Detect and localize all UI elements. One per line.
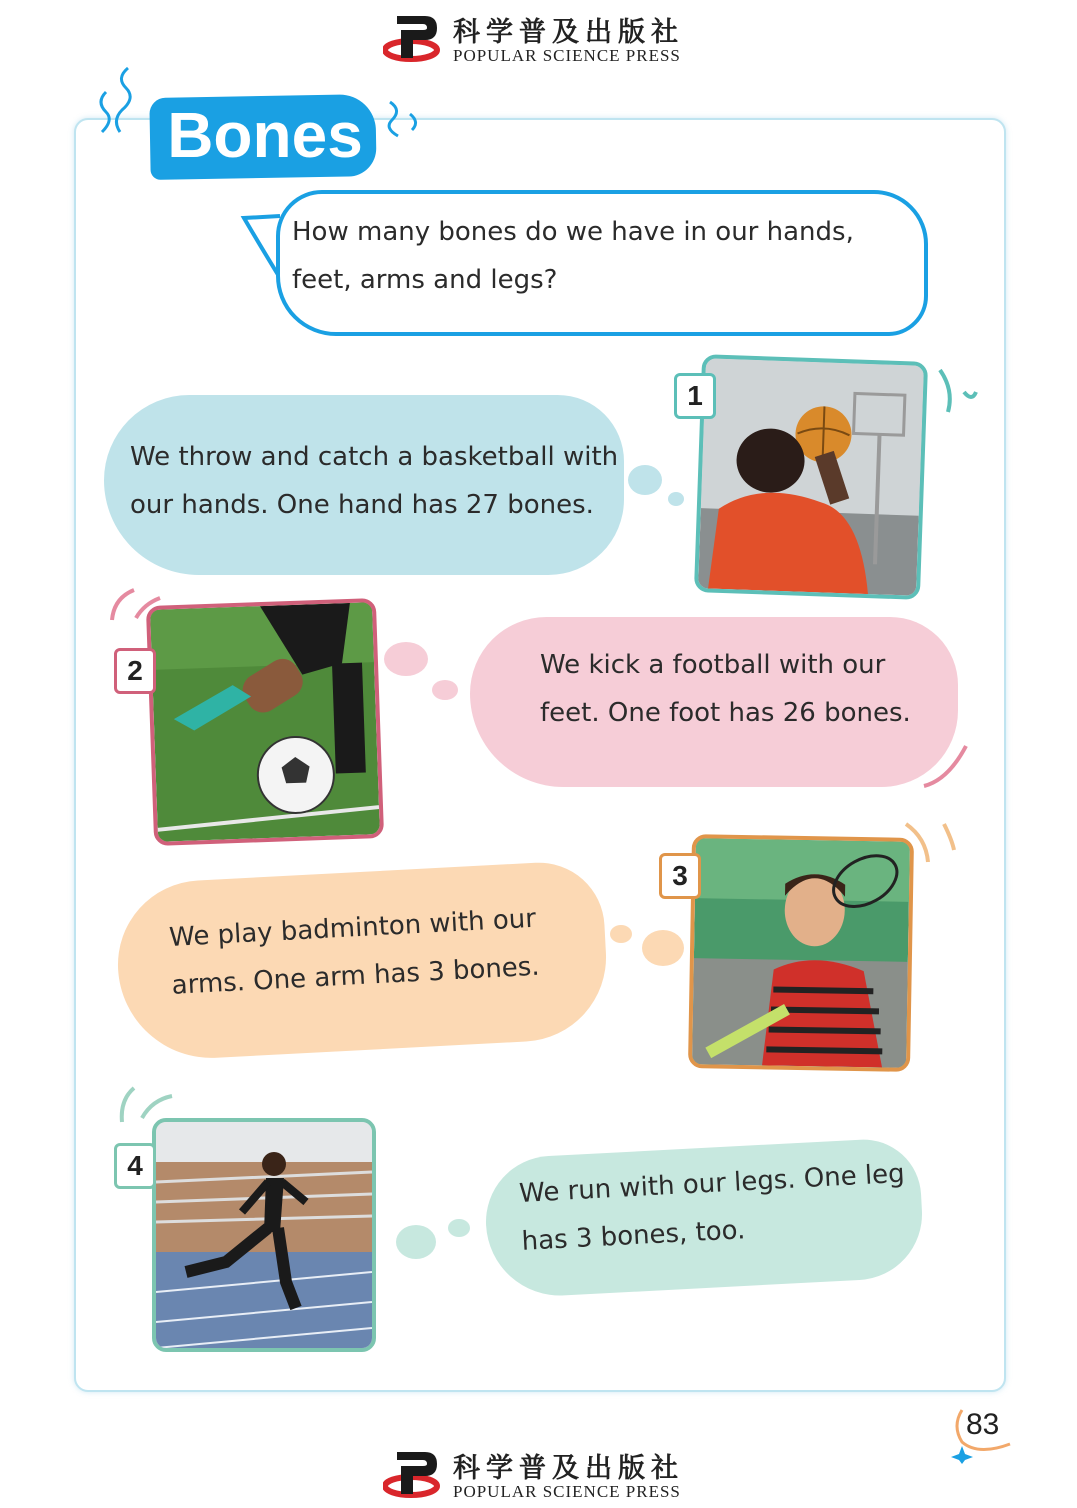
bubble-dot	[642, 930, 684, 966]
badminton-boy-image	[692, 838, 910, 1068]
page-number: 83	[966, 1408, 1000, 1441]
motion-lines-icon	[918, 740, 972, 790]
motion-lines-icon	[112, 1082, 178, 1126]
football-player-image	[150, 602, 380, 842]
photo-badminton	[688, 834, 914, 1072]
photo-running	[152, 1118, 376, 1352]
motion-lines-icon	[900, 818, 962, 868]
bubble-dot	[628, 465, 662, 495]
bubble-dot	[610, 925, 632, 943]
item-2-text: We kick a football with our feet. One foot has 26 bones.	[540, 650, 911, 728]
bubble-dot	[668, 492, 684, 506]
publisher-name-en: POPULAR SCIENCE PRESS	[453, 46, 681, 65]
runner-image	[156, 1122, 372, 1348]
item-2-number: 2	[114, 648, 156, 694]
squiggle-decoration-icon	[88, 64, 148, 144]
motion-lines-icon	[934, 366, 982, 418]
bubble-dot	[448, 1219, 470, 1237]
photo-basketball	[694, 354, 928, 600]
bubble-dot	[396, 1225, 436, 1259]
item-4-text: We run with our legs. One leg has 3 bones, too.	[518, 1158, 906, 1257]
publisher-name-en: POPULAR SCIENCE PRESS	[453, 1482, 681, 1501]
publisher-name-cn: 科学普及出版社	[453, 1453, 684, 1484]
squiggle-decoration-icon	[384, 96, 428, 146]
item-3-text: We play badminton with our arms. One arm has 3 bones.	[168, 903, 541, 1001]
item-4-number: 4	[114, 1143, 156, 1189]
basketball-player-image	[698, 358, 924, 595]
photo-football	[146, 598, 384, 846]
publisher-header	[383, 10, 703, 70]
page-title: Bones	[167, 99, 363, 171]
question-text: How many bones do we have in our hands, feet, arms and legs?	[292, 217, 854, 295]
item-1-number: 1	[674, 373, 716, 419]
item-3-number: 3	[659, 853, 701, 899]
bubble-dot	[384, 642, 428, 676]
item-1-text: We throw and catch a basketball with our hands. One hand has 27 bones.	[130, 442, 619, 520]
publisher-footer	[383, 1446, 703, 1506]
publisher-name-cn: 科学普及出版社	[453, 17, 684, 48]
publisher-logo-icon	[383, 1446, 445, 1502]
publisher-logo-icon	[383, 10, 445, 66]
motion-lines-icon	[104, 584, 164, 624]
bubble-dot	[432, 680, 458, 700]
